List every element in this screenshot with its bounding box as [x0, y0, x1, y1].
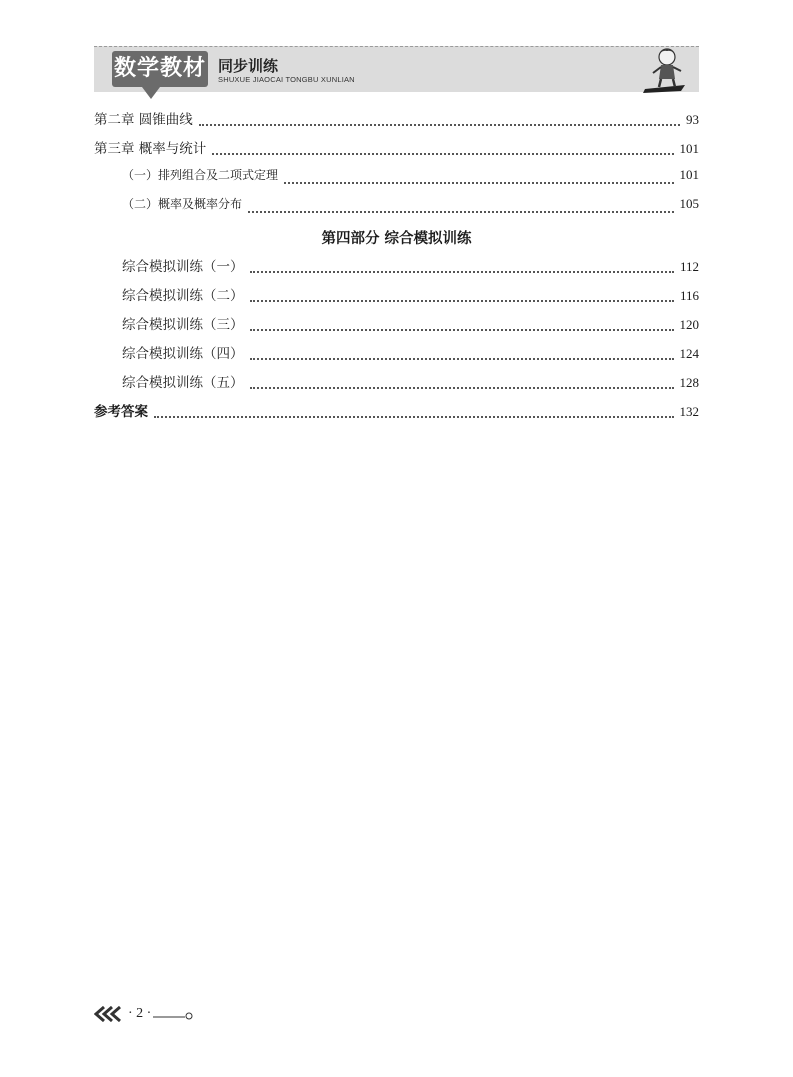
footer-line-ornament: [153, 1008, 193, 1020]
toc-label: 第二章 圆锥曲线: [94, 112, 193, 128]
toc-row-practice-1[interactable]: [94, 255, 699, 284]
cartoon-student-icon: [641, 45, 689, 93]
toc-label: 综合模拟训练（五）: [122, 375, 244, 391]
toc-page-number: 132: [679, 404, 699, 419]
toc-row-chapter-2[interactable]: [94, 108, 699, 137]
page-footer: [94, 1004, 193, 1024]
toc-page-number: 93: [686, 112, 699, 127]
dot-leader: [250, 386, 674, 389]
toc-label: （二）概率及概率分布: [122, 197, 243, 211]
dot-leader: [248, 210, 673, 213]
header-badge-pointer: [142, 87, 160, 99]
dot-leader: [212, 152, 673, 155]
dot-leader: [250, 357, 674, 360]
toc-label: 综合模拟训练（二）: [122, 288, 244, 304]
toc-label: 第三章 概率与统计: [94, 141, 207, 157]
toc-row-sub-2[interactable]: [94, 195, 699, 224]
dot-leader: [250, 328, 674, 331]
dot-leader: [199, 123, 680, 126]
toc-row-practice-3[interactable]: [94, 313, 699, 342]
toc-page-number: 120: [679, 317, 699, 332]
double-chevron-left-icon: [94, 1006, 126, 1022]
toc-row-practice-5[interactable]: [94, 371, 699, 400]
toc-label: 参考答案: [94, 404, 148, 420]
toc-row-practice-2[interactable]: [94, 284, 699, 313]
part-title: 第四部分 综合模拟训练: [321, 231, 472, 247]
toc-row-answers[interactable]: [94, 400, 699, 429]
toc-page-number: 128: [679, 375, 699, 390]
toc-page-number: 112: [679, 259, 699, 274]
page-number: · 2 ·: [128, 1006, 152, 1021]
page-header: [94, 46, 699, 92]
toc-page-number: 124: [679, 346, 699, 361]
toc-row-chapter-3[interactable]: [94, 137, 699, 166]
dot-leader: [284, 181, 673, 184]
toc-label: （一）排列组合及二项式定理: [122, 168, 279, 182]
toc-row-practice-4[interactable]: [94, 342, 699, 371]
toc-page-number: 101: [679, 167, 699, 182]
toc-page-number: 101: [679, 141, 699, 156]
header-badge: 数学教材: [112, 51, 208, 87]
toc-row-sub-1[interactable]: [94, 166, 699, 195]
table-of-contents: [94, 108, 699, 429]
dot-leader: [250, 270, 674, 273]
dot-leader: [154, 415, 674, 418]
header-subtitle: 同步训练: [218, 57, 279, 75]
toc-page-number: 116: [679, 288, 699, 303]
header-pinyin: SHUXUE JIAOCAI TONGBU XUNLIAN: [218, 75, 355, 84]
toc-label: 综合模拟训练（四）: [122, 346, 244, 362]
dot-leader: [250, 299, 674, 302]
toc-label: 综合模拟训练（一）: [122, 259, 244, 275]
toc-label: 综合模拟训练（三）: [122, 317, 244, 333]
toc-page-number: 105: [679, 196, 699, 211]
